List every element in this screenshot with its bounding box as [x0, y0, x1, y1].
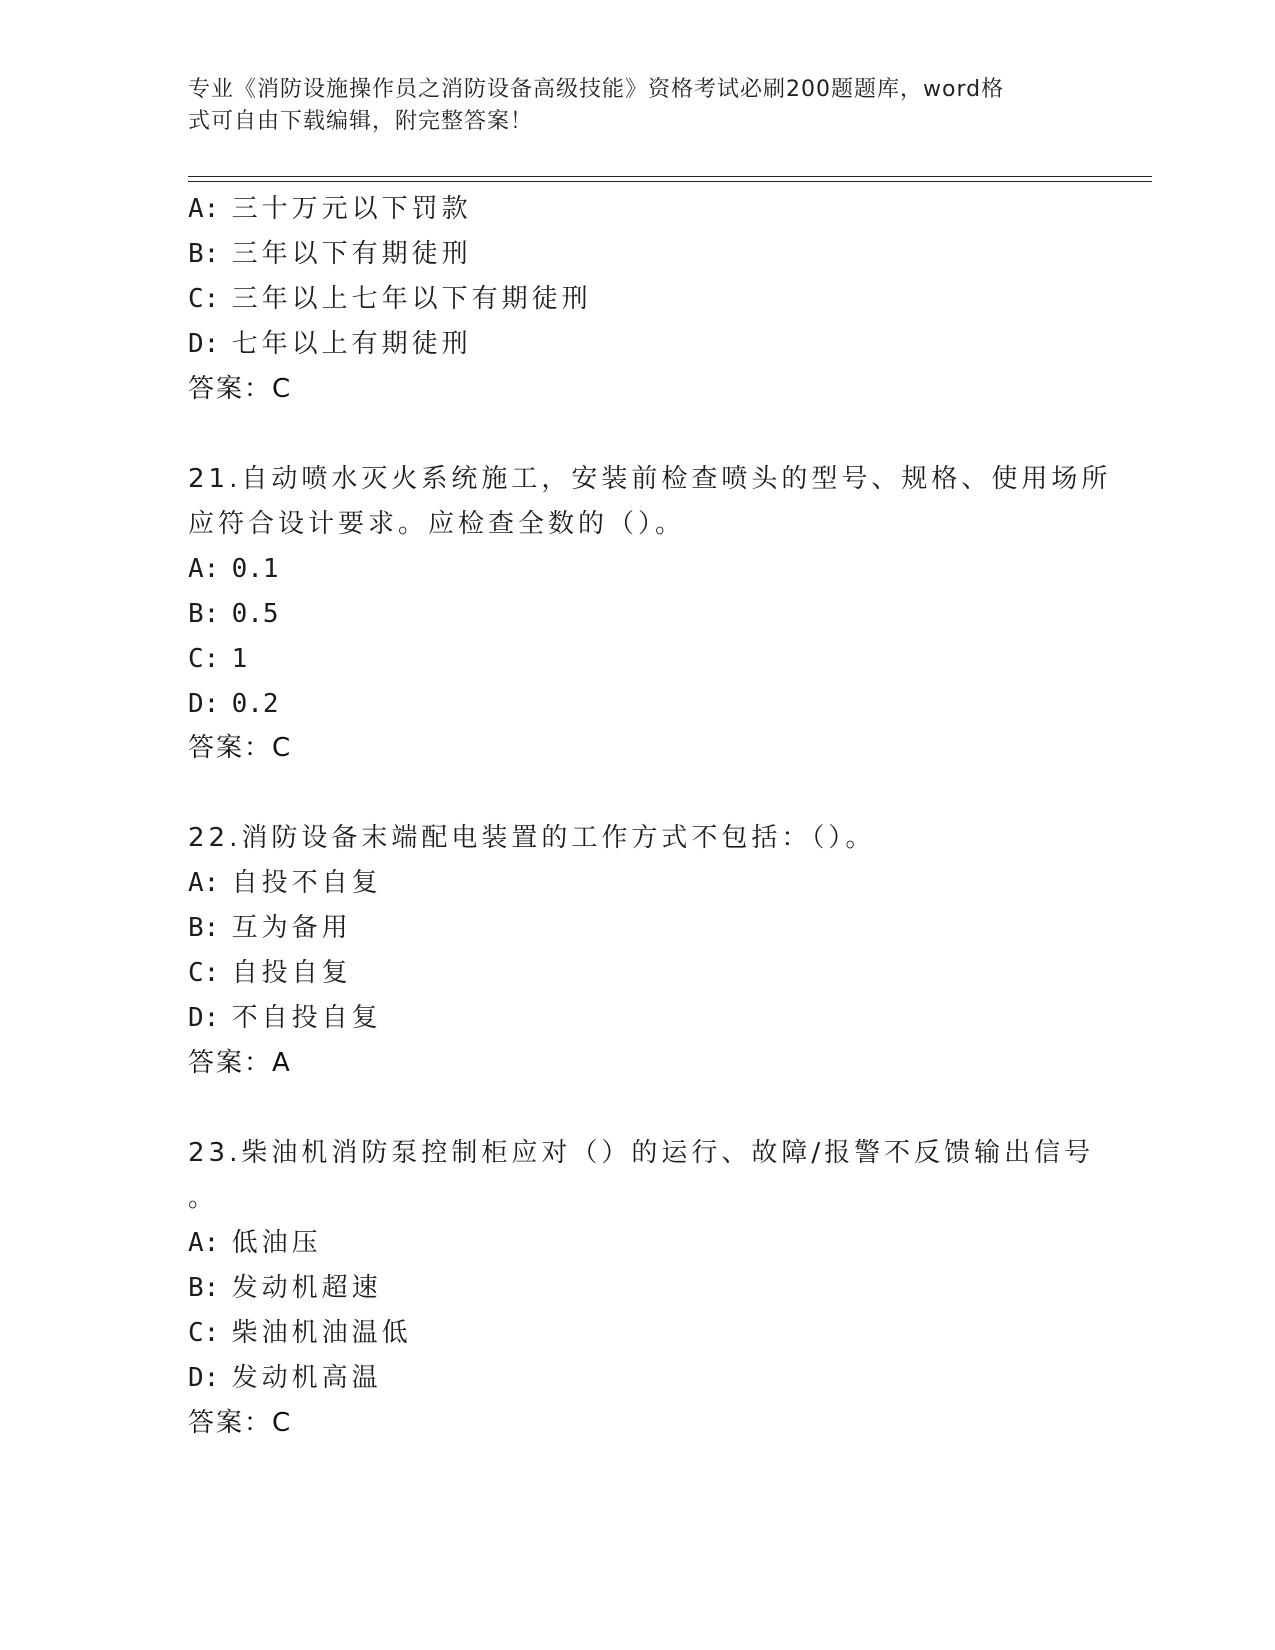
q23-stem-line-2: 。: [188, 1183, 219, 1213]
option-text: 三年以下有期徒刑: [231, 239, 472, 269]
q20-option-b: [188, 237, 472, 271]
q21-option-b: [188, 597, 279, 631]
q21-option-c: [188, 642, 247, 676]
option-key: A:: [188, 194, 220, 224]
option-text: 0.5: [231, 599, 279, 629]
q23-option-d: [188, 1361, 382, 1395]
option-key: C:: [188, 1318, 220, 1348]
q20-option-a: [188, 192, 472, 226]
q23-answer: 答案：C: [188, 1408, 293, 1438]
option-text: 不自投自复: [231, 1003, 382, 1033]
q22-option-c: [188, 956, 352, 990]
q22-option-b: [188, 911, 352, 945]
option-text: 柴油机油温低: [231, 1318, 412, 1348]
header-line-2: 式可自由下载编辑，附完整答案！: [188, 109, 534, 134]
option-text: 自投不自复: [231, 868, 382, 898]
q22-option-a: [188, 866, 382, 900]
option-key: C:: [188, 284, 220, 314]
option-text: 自投自复: [231, 958, 352, 988]
option-text: 七年以上有期徒刑: [231, 329, 472, 359]
option-text: 0.1: [231, 554, 279, 584]
document-header: [188, 74, 1068, 138]
q21-stem-line-1: 21.自动喷水灭火系统施工，安装前检查喷头的型号、规格、使用场所: [188, 464, 1112, 494]
option-text: 发动机高温: [231, 1363, 382, 1393]
q23-stem-line-1: 23.柴油机消防泵控制柜应对（）的运行、故障/报警不反馈输出信号: [188, 1138, 1095, 1168]
q23-option-a: [188, 1226, 322, 1260]
q20-answer: 答案：C: [188, 374, 293, 404]
q23-option-c: [188, 1316, 412, 1350]
option-key: D:: [188, 689, 220, 719]
option-key: C:: [188, 644, 220, 674]
option-key: D:: [188, 329, 220, 359]
option-key: A:: [188, 868, 220, 898]
header-divider-bottom: [188, 181, 1152, 182]
option-text: 1: [231, 644, 248, 674]
option-text: 三年以上七年以下有期徒刑: [231, 284, 592, 314]
option-text: 三十万元以下罚款: [231, 194, 472, 224]
option-text: 0.2: [231, 689, 279, 719]
option-key: B:: [188, 239, 220, 269]
option-key: B:: [188, 599, 220, 629]
q20-option-d: [188, 327, 472, 361]
q22-stem-line-1: 22.消防设备末端配电装置的工作方式不包括：（）。: [188, 823, 876, 853]
q21-option-d: [188, 687, 279, 721]
q21-option-a: [188, 552, 279, 586]
option-text: 互为备用: [231, 913, 352, 943]
q21-answer: 答案：C: [188, 733, 293, 763]
option-key: D:: [188, 1003, 220, 1033]
option-text: 低油压: [231, 1228, 322, 1258]
q22-option-d: [188, 1001, 382, 1035]
option-key: C:: [188, 958, 220, 988]
q23-option-b: [188, 1271, 382, 1305]
option-key: D:: [188, 1363, 220, 1393]
q21-stem-line-2: 应符合设计要求。应检查全数的（）。: [188, 509, 686, 539]
option-key: B:: [188, 913, 220, 943]
header-divider-top: [188, 176, 1152, 177]
q20-option-c: [188, 282, 592, 316]
q22-answer: 答案：A: [188, 1048, 292, 1078]
option-key: A:: [188, 554, 220, 584]
option-key: A:: [188, 1228, 220, 1258]
option-text: 发动机超速: [231, 1273, 382, 1303]
header-line-1: 专业《消防设施操作员之消防设备高级技能》资格考试必刷200题题库，word格: [188, 77, 1005, 102]
option-key: B:: [188, 1273, 220, 1303]
